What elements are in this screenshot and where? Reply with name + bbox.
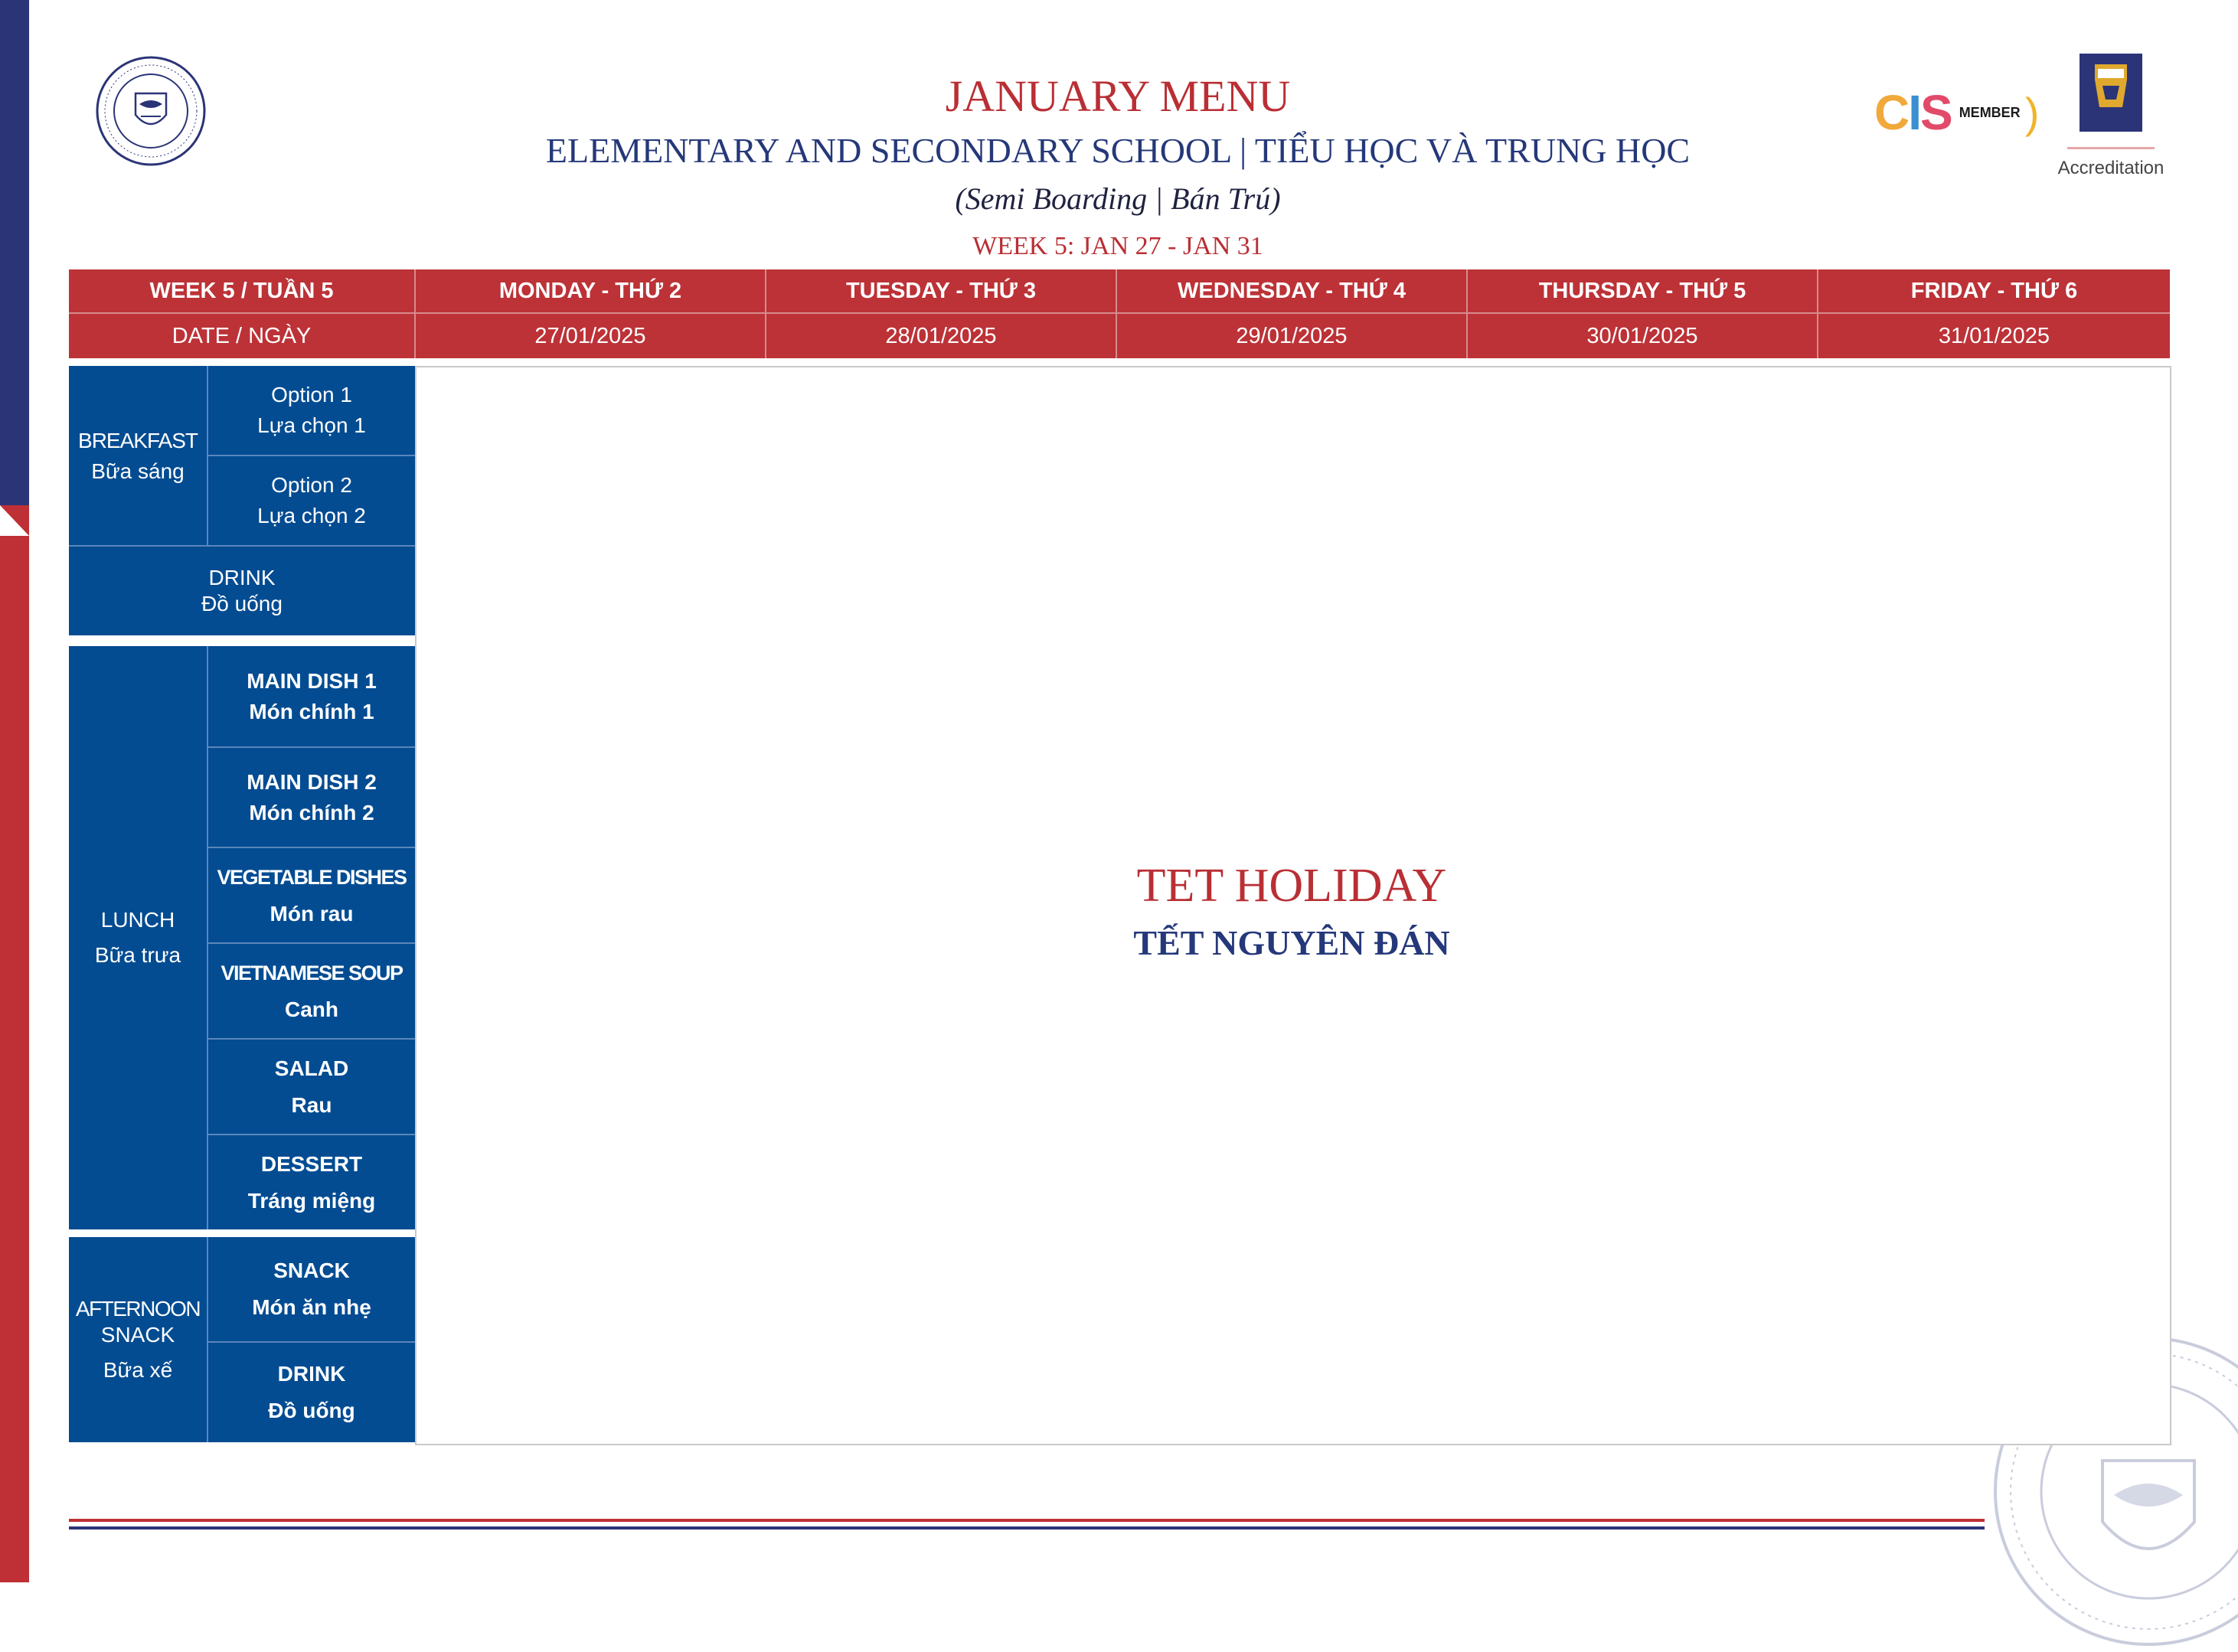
cis-letter-c: C [1874,85,1909,140]
breakfast-option1-en: Option 1 [271,383,352,406]
lunch-salad [208,1040,415,1134]
day-name-friday: FRIDAY - THỨ 6 [1818,269,2170,313]
holiday-title-en: TET HOLIDAY [1136,860,1447,912]
cis-letter-s: S [1920,85,1952,140]
snack-drink-en: DRINK [277,1362,346,1386]
page-title: JANUARY MENU [945,71,1291,121]
holiday-title-vi: TẾT NGUYÊN ĐÁN [1133,923,1450,962]
breakfast-option2 [208,456,415,545]
vietnamese-soup-en: VIETNAMESE SOUP [221,961,403,984]
breakfast-label [69,366,207,547]
salad-en: SALAD [274,1056,349,1080]
school-level-subtitle: ELEMENTARY AND SECONDARY SCHOOL | TIỂU HỌC VÀ TRUNG HỌC [545,131,1691,170]
cis-member-label: MEMBER [1959,104,2021,120]
date-thursday: 30/01/2025 [1467,313,1818,358]
vegetable-dishes-vi: Món rau [270,901,354,926]
afternoon-snack-label [69,1237,207,1442]
lunch-label-vi: Bữa trưa [94,943,181,967]
snack-item [208,1237,415,1341]
accreditation-divider [2067,147,2155,149]
vegetable-dishes-en: VEGETABLE DISHES [217,865,407,889]
lunch-label-en: LUNCH [100,908,175,932]
left-stripe-notch [0,505,29,536]
week-header-table [69,269,2170,358]
left-stripe-red [0,505,29,1582]
main-dish-2-vi: Món chính 2 [249,800,374,824]
breakfast-label-vi: Bữa sáng [91,459,185,483]
accreditation-label: Accreditation [2057,158,2164,178]
day-name-thursday: THURSDAY - THỨ 5 [1467,269,1818,313]
lunch-main-dish-1 [208,646,415,746]
date-label: DATE / NGÀY [69,313,415,358]
day-name-monday: MONDAY - THỨ 2 [415,269,766,313]
lunch-vegetable-dishes [208,848,415,942]
lunch-main-dish-2 [208,748,415,847]
breakfast-option2-en: Option 2 [271,473,352,497]
snack-drink-item [208,1343,415,1442]
header-title-block [383,67,1853,271]
cis-bracket: ) [2024,88,2040,137]
salad-vi: Rau [291,1092,332,1117]
week-label: WEEK 5 / TUẦN 5 [69,269,415,313]
main-dish-1-vi: Món chính 1 [249,699,374,723]
lunch-dessert [208,1135,415,1229]
day-name-wednesday: WEDNESDAY - THỨ 4 [1116,269,1467,313]
afternoon-snack-label-vi: Bữa xế [103,1358,173,1382]
date-monday: 27/01/2025 [415,313,766,358]
snack-en: SNACK [273,1259,350,1282]
date-friday: 31/01/2025 [1818,313,2170,358]
breakfast-drink-vi: Đồ uống [201,592,283,615]
date-wednesday: 29/01/2025 [1116,313,1467,358]
cis-letter-i: I [1908,85,1920,140]
breakfast-option1-vi: Lựa chọn 1 [257,413,366,437]
left-stripe-blue [0,0,29,536]
day-name-tuesday: TUESDAY - THỨ 3 [766,269,1116,313]
breakfast-drink-en: DRINK [208,566,276,589]
cis-member-logo [1874,86,2039,139]
footer-line-red [69,1519,1985,1522]
breakfast-label-en: BREAKFAST [78,429,198,452]
afternoon-snack-label-en-1: AFTERNOON [75,1297,201,1321]
vietnamese-soup-vi: Canh [285,997,338,1021]
accreditation-badge-icon [2080,54,2142,132]
breakfast-option1 [208,366,415,455]
main-dish-2-en: MAIN DISH 2 [247,769,377,794]
date-tuesday: 28/01/2025 [766,313,1116,358]
afternoon-snack-label-en-2: SNACK [100,1323,175,1347]
snack-drink-vi: Đồ uống [268,1399,355,1422]
dates-row [69,313,2170,358]
breakfast-option2-vi: Lựa chọn 2 [257,504,366,527]
penn-seal-icon [95,55,207,167]
lunch-vietnamese-soup [208,944,415,1038]
week-range: WEEK 5: JAN 27 - JAN 31 [972,232,1263,260]
boarding-subtitle: (Semi Boarding | Bán Trú) [955,181,1281,216]
cis-letters [1874,84,1952,141]
dessert-vi: Tráng miệng [247,1188,376,1213]
dessert-en: DESSERT [260,1151,363,1176]
breakfast-drink [69,547,415,635]
footer-line-blue [69,1526,1985,1530]
snack-vi: Món ăn nhẹ [252,1295,371,1319]
main-dish-1-en: MAIN DISH 1 [247,668,377,693]
lunch-label [69,646,207,1229]
day-names-row [69,269,2170,313]
